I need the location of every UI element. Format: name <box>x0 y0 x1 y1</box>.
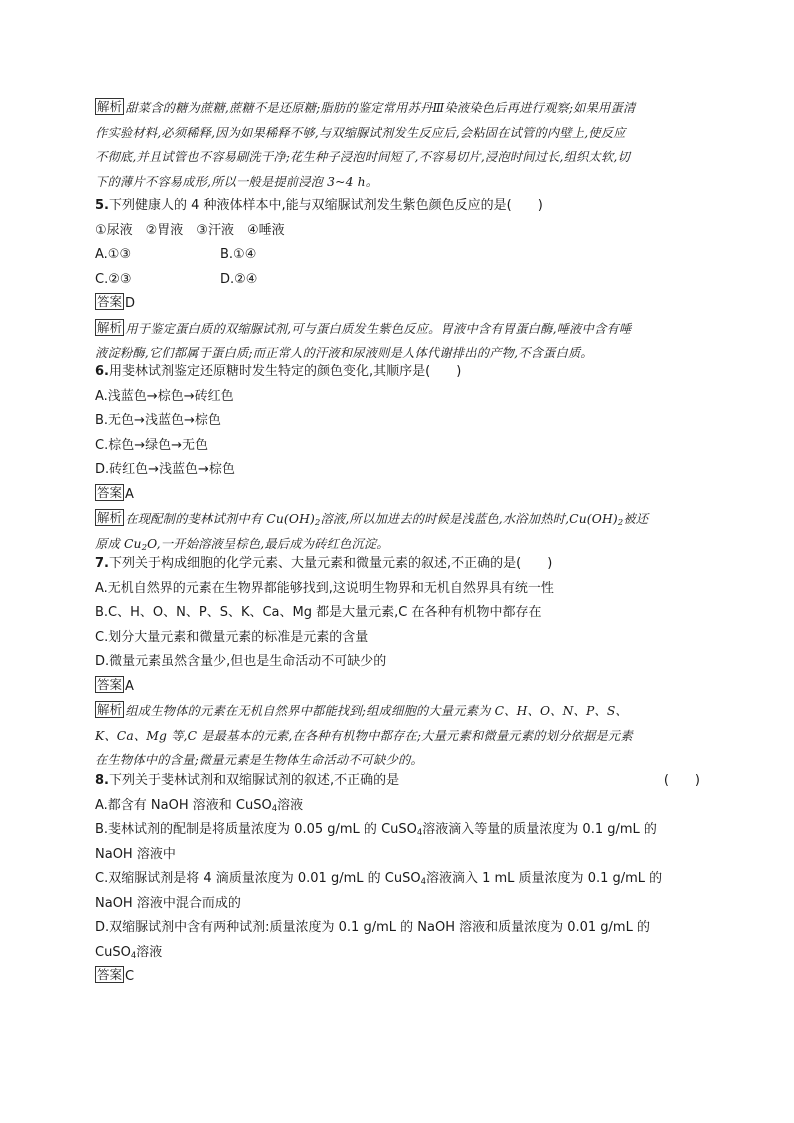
option-d: D.微量元素虽然含量少,但也是生命活动不可缺少的 <box>95 654 387 669</box>
explanation-line: 甜菜含的糖为蔗糖,蔗糖不是还原糖;脂肪的鉴定常用苏丹Ⅲ染液染色后再进行观察;如果用蛋清 <box>125 101 636 115</box>
answer-paren: ( ) <box>663 773 700 788</box>
option-b: B.无色→浅蓝色→棕色 <box>95 413 221 428</box>
explanation-line: 下的薄片不容易成形,所以一般是提前浸泡 3~4 h。 <box>95 174 379 189</box>
answer-line <box>95 292 700 317</box>
explanation-label: 解析 <box>97 99 123 114</box>
answer-value: D <box>125 296 136 311</box>
explanation-label: 解析 <box>97 319 123 335</box>
explanation-line: 不彻底,并且试管也不容易刷洗干净;花生种子浸泡时间短了,不容易切片,浸泡时间过长,组织太软,切 <box>95 150 630 164</box>
question-stem: 6.用斐林试剂鉴定还原糖时发生特定的颜色变化,其顺序是( ) <box>95 364 462 379</box>
option-d: D.②④ <box>220 271 258 287</box>
option-d: D.双缩脲试剂中含有两种试剂:质量浓度为 0.1 g/mL 的 NaOH 溶液和质量浓度为 0.01 g/mL 的 <box>95 920 650 935</box>
option-a: A.①③ <box>95 247 132 262</box>
answer-value: C <box>125 969 135 984</box>
question-5 <box>95 194 700 366</box>
question-8 <box>95 769 700 990</box>
answer-value: A <box>125 486 134 502</box>
option-b-cont: NaOH 溶液中 <box>95 846 176 862</box>
answer-line <box>95 675 700 700</box>
option-a: A.浅蓝色→棕色→砖红色 <box>95 388 234 404</box>
question-items: ①尿液 ②胃液 ③汗液 ④唾液 <box>95 222 285 238</box>
question-6 <box>95 360 700 556</box>
option-c: C.双缩脲试剂是将 4 滴质量浓度为 0.01 g/mL 的 CuSO$_4$溶液滴入 1 mL 质量浓度为 0.1 g/mL 的 <box>95 871 663 887</box>
option-b: B.C、H、O、N、P、S、K、Ca、Mg 都是大量元素,C 在各种有机物中都存在 <box>95 605 542 620</box>
option-d-cont: CuSO$_4$溶液 <box>95 944 163 961</box>
option-b: B.①④ <box>220 247 257 262</box>
question-stem: 7.下列关于构成细胞的化学元素、大量元素和微量元素的叙述,不正确的是( ) <box>95 556 553 571</box>
option-c-cont: NaOH 溶液中混合而成的 <box>95 895 241 911</box>
answer-value: A <box>125 678 134 694</box>
answer-line <box>95 965 700 990</box>
explanation-block: 解析 用于鉴定蛋白质的双缩脲试剂,可与蛋白质发生紫色反应。胃液中含有胃蛋白酶,唾液中含有唾 液淀粉酶,它们都属于蛋白质;而正常人的汗液和尿液则是人体代谢排出的产物,不含蛋白质。 <box>95 319 632 360</box>
explanation-label: 解析 <box>97 702 123 717</box>
option-row <box>95 243 700 268</box>
option-b: B.斐林试剂的配制是将质量浓度为 0.05 g/mL 的 CuSO$_4$溶液滴入等量的质量浓度为 0.1 g/mL 的 <box>95 822 657 838</box>
option-row <box>95 268 700 293</box>
explanation-block: 解析 组成生物体的元素在无机自然界中都能找到;组成细胞的大量元素为 C、H、O、N、P、S、 K、Ca、Mg 等,C 是最基本的元素,在各种有机物中都存在;大量元素和微量元素的划分依据是元素 在生物体中的含量;微量元素是生物体生命活动不可缺少的。 <box>95 702 633 767</box>
option-c: C.棕色→绿色→无色 <box>95 437 208 453</box>
answer-label: 答案 <box>97 484 123 500</box>
answer-label: 答案 <box>97 294 123 309</box>
option-d: D.砖红色→浅蓝色→棕色 <box>95 462 235 477</box>
explanation-block-q4 <box>95 96 700 194</box>
explanation-label: 解析 <box>97 510 123 525</box>
option-a: A.都含有 NaOH 溶液和 CuSO$_4$溶液 <box>95 797 304 814</box>
answer-label: 答案 <box>97 967 123 982</box>
question-7 <box>95 552 700 773</box>
answer-label: 答案 <box>97 676 123 692</box>
option-c: C.划分大量元素和微量元素的标准是元素的含量 <box>95 629 369 645</box>
option-c: C.②③ <box>95 271 132 287</box>
option-a: A.无机自然界的元素在生物界都能够找到,这说明生物界和无机自然界具有统一性 <box>95 580 554 596</box>
question-stem: 8.下列关于斐林试剂和双缩脲试剂的叙述,不正确的是 ( ) <box>95 769 700 794</box>
explanation-block: 解析 在现配制的斐林试剂中有 $Cu(OH)_2$溶液,所以加进去的时候是浅蓝色,水浴加热时$,Cu(OH)_2$被还 原成 $Cu_2O$,一开始溶液呈棕色,最后成为砖红色沉淀。 <box>95 510 649 553</box>
question-stem: 5.下列健康人的 4 种液体样本中,能与双缩脲试剂发生紫色颜色反应的是( ) <box>95 198 543 213</box>
answer-line <box>95 483 700 508</box>
explanation-line: 作实验材料,必须稀释,因为如果稀释不够,与双缩脲试剂发生反应后,会粘固在试管的内壁上,使反应 <box>95 125 626 140</box>
